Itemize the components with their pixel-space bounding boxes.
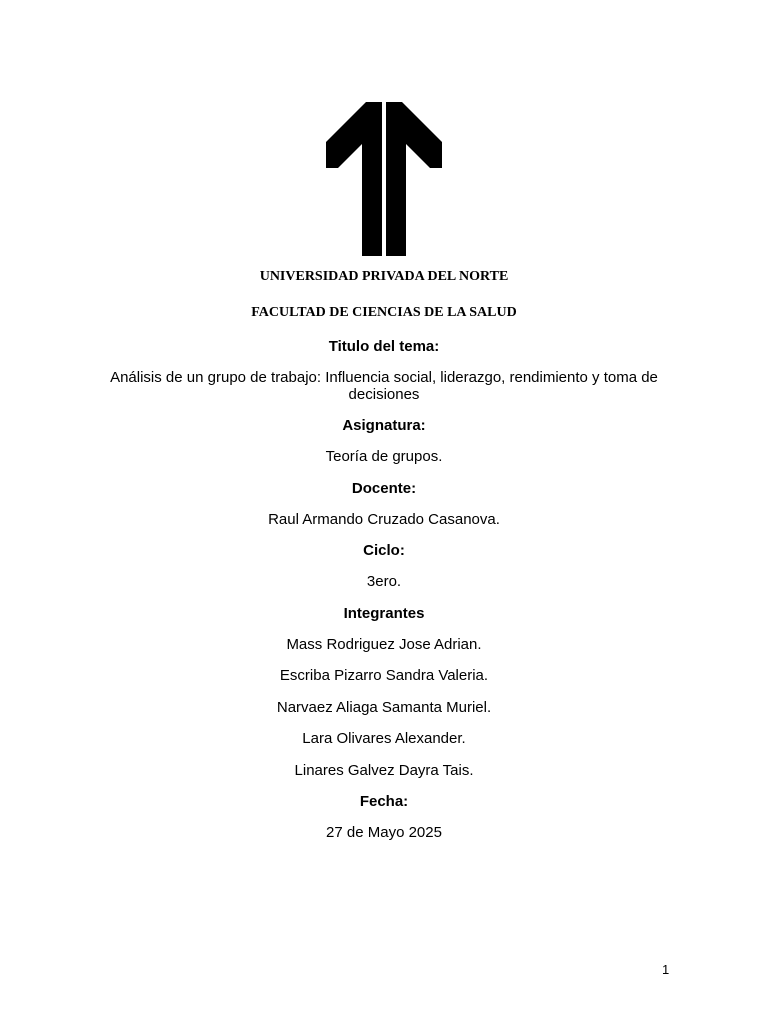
page-number: 1: [662, 962, 670, 977]
upn-arrow-logo-icon: [326, 100, 442, 256]
cycle-value: 3ero.: [366, 573, 402, 590]
course-label: Asignatura:: [342, 417, 426, 434]
faculty-name: FACULTAD DE CIENCIAS DE LA SALUD: [251, 305, 517, 320]
members-label: Integrantes: [343, 605, 425, 622]
topic-value: Análisis de un grupo de trabajo: Influencia social, liderazgo, rendimiento y toma de decisiones: [110, 369, 658, 403]
university-name: UNIVERSIDAD PRIVADA DEL NORTE: [259, 269, 509, 284]
course-value: Teoría de grupos.: [325, 448, 443, 465]
topic-label: Titulo del tema:: [328, 338, 440, 355]
logo-right-stroke: [386, 102, 442, 256]
teacher-label: Docente:: [351, 480, 417, 497]
member-name: Lara Olivares Alexander.: [302, 730, 466, 747]
date-label: Fecha:: [359, 793, 409, 810]
logo-left-stroke: [326, 102, 382, 256]
member-name: Mass Rodriguez Jose Adrian.: [286, 636, 482, 653]
member-name: Linares Galvez Dayra Tais.: [294, 762, 474, 779]
member-name: Escriba Pizarro Sandra Valeria.: [279, 667, 489, 684]
date-value: 27 de Mayo 2025: [326, 824, 442, 841]
member-name: Narvaez Aliaga Samanta Muriel.: [276, 699, 492, 716]
teacher-value: Raul Armando Cruzado Casanova.: [268, 511, 500, 528]
cycle-label: Ciclo:: [363, 542, 405, 559]
